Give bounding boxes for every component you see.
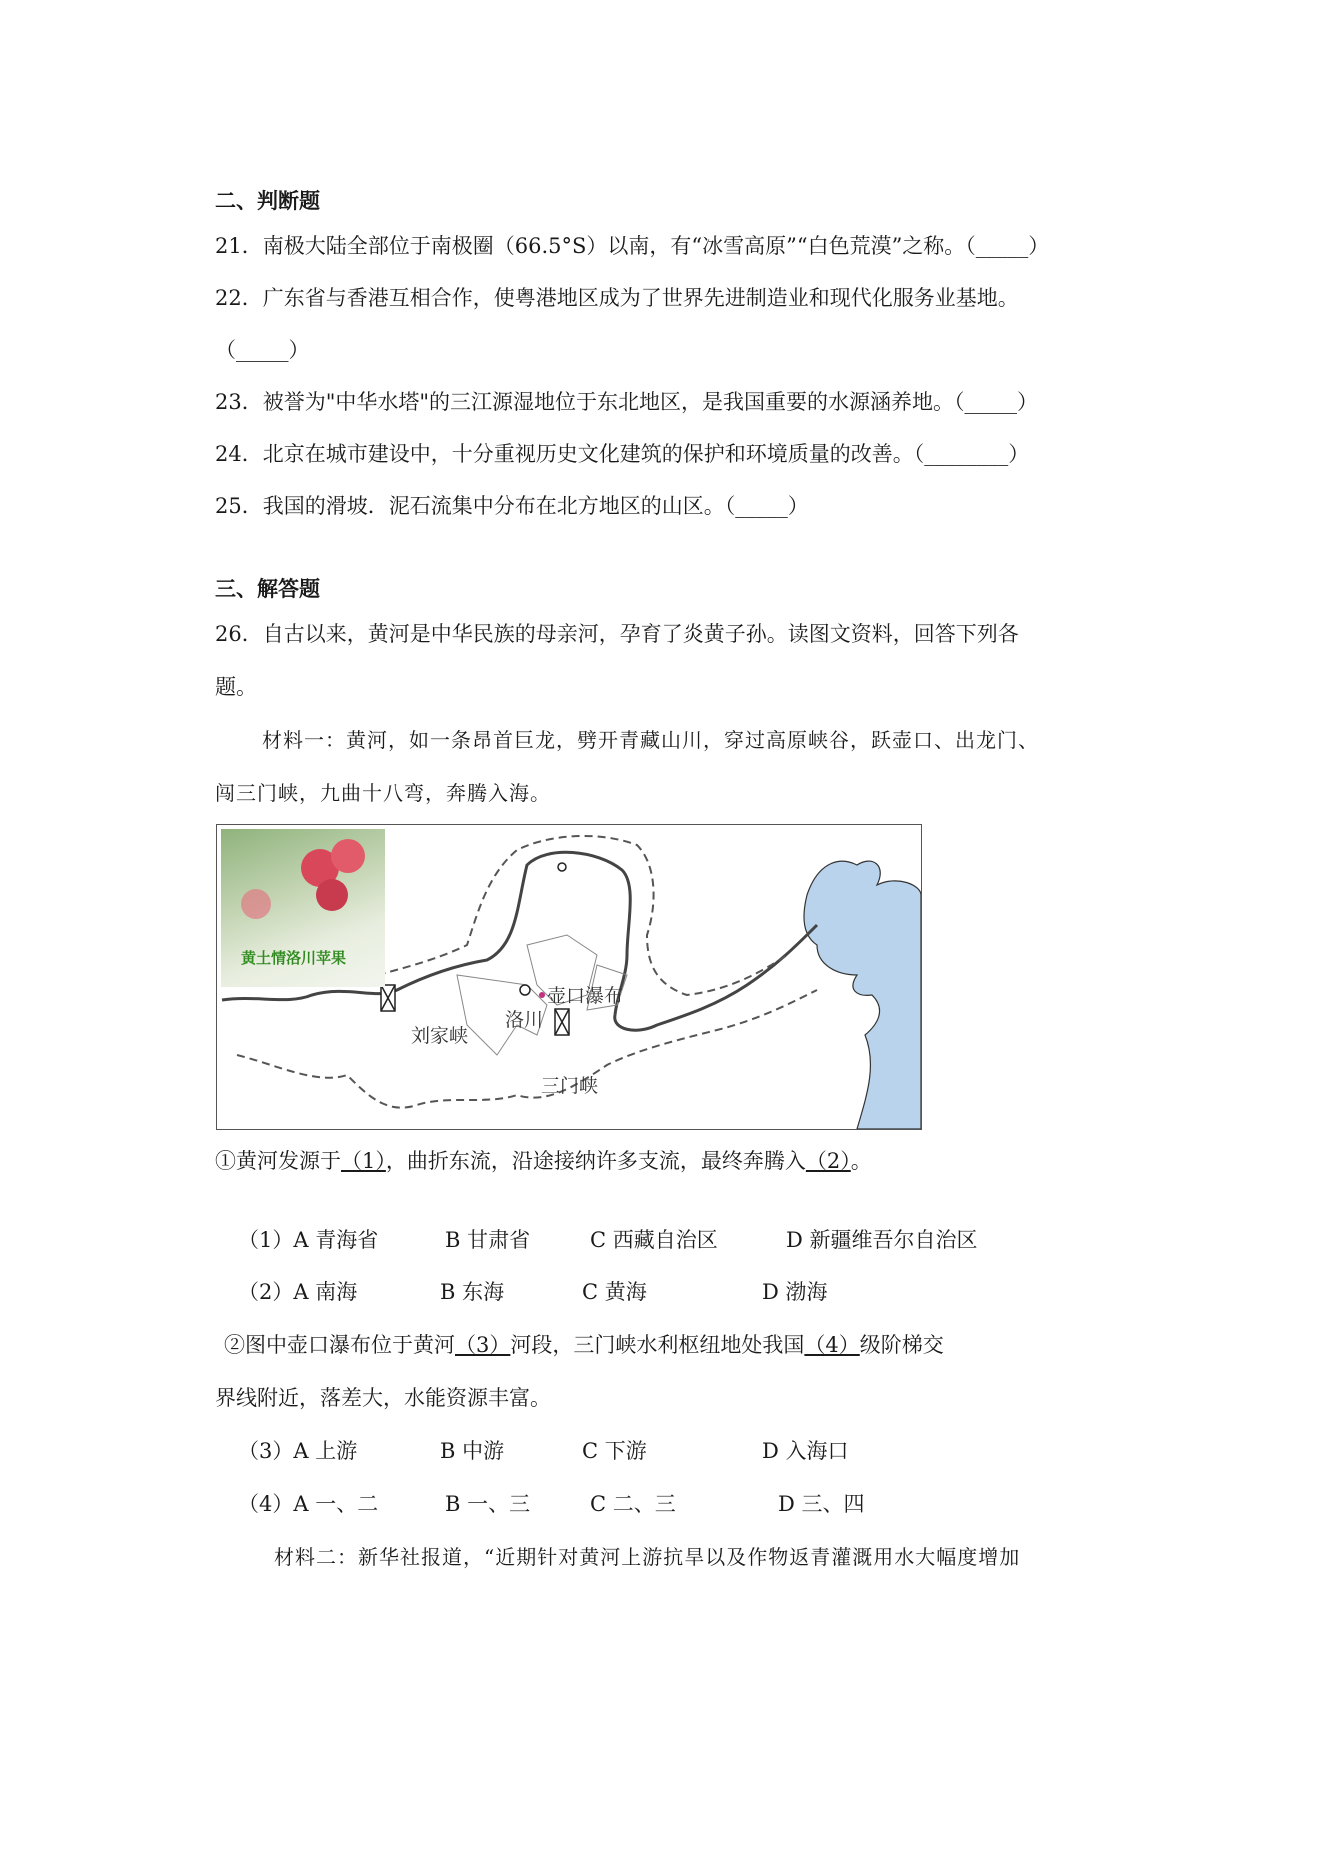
sub-question-2-stem <box>224 1330 944 1360</box>
material-1-cont: 闯三门峡，九曲十八弯，奔腾入海。 <box>215 781 551 805</box>
option-a: A 南海 <box>293 1280 358 1304</box>
label-sanmenxia: 三门峡 <box>541 1075 599 1097</box>
option-b: B 东海 <box>440 1280 505 1304</box>
option-label: （1） <box>238 1228 294 1252</box>
answer-blank-2: （2） <box>805 1149 851 1173</box>
stem-text: ②图中壶口瀑布位于黄河 <box>224 1333 455 1357</box>
section-2-title: 二、判断题 <box>215 188 320 213</box>
option-d: D 入海口 <box>762 1439 849 1463</box>
stem-text: ①黄河发源于 <box>215 1149 341 1173</box>
material-1: 材料一：黄河，如一条昂首巨龙，劈开青藏山川，穿过高原峡谷，跃壶口、出龙门、 <box>262 728 1039 752</box>
section-3-title: 三、解答题 <box>215 576 320 601</box>
question-22: 22．广东省与香港互相合作，使粤港地区成为了世界先进制造业和现代化服务业基地。 <box>215 286 1019 310</box>
label-luochuan: 洛川 <box>505 1009 544 1031</box>
options-4-label <box>238 1489 378 1519</box>
option-a: A 上游 <box>293 1439 358 1463</box>
options-2-label <box>238 1277 357 1307</box>
question-21: 21．南极大陆全部位于南极圈（66.5°S）以南，有“冰雪高原”“白色荒漠”之称。（_____） <box>215 234 1050 258</box>
question-22-blank: （_____） <box>215 338 310 362</box>
yellow-river-map <box>216 824 922 1130</box>
option-a: A 青海省 <box>293 1228 379 1252</box>
option-d: D 新疆维吾尔自治区 <box>786 1228 978 1252</box>
option-label: （2） <box>238 1280 294 1304</box>
question-26: 26．自古以来，黄河是中华民族的母亲河，孕育了炎黄子孙。读图文资料，回答下列各 <box>215 622 1019 646</box>
sub-question-1-stem <box>215 1146 872 1176</box>
answer-blank-1: （1） <box>341 1149 386 1173</box>
photo-caption: 黄土情洛川苹果 <box>241 949 347 967</box>
stem-text: 河段，三门峡水利枢纽地处我国 <box>510 1333 805 1357</box>
option-b: B 中游 <box>440 1439 505 1463</box>
apple-photo <box>221 829 385 987</box>
option-d: D 渤海 <box>762 1280 828 1304</box>
option-b: B 一、三 <box>445 1492 531 1516</box>
answer-blank-3: （3） <box>455 1333 511 1357</box>
sub-question-2-stem-cont: 界线附近，落差大，水能资源丰富。 <box>215 1386 551 1410</box>
question-24: 24．北京在城市建设中，十分重视历史文化建筑的保护和环境质量的改善。（________） <box>215 442 1030 466</box>
option-c: C 黄海 <box>582 1280 647 1304</box>
stem-text: ，曲折东流，沿途接纳许多支流，最终奔腾入 <box>385 1149 806 1173</box>
question-23: 23．被誉为"中华水塔"的三江源湿地位于东北地区，是我国重要的水源涵养地。（_____） <box>215 390 1039 414</box>
option-d: D 三、四 <box>778 1492 865 1516</box>
options-3-label <box>238 1436 357 1466</box>
stem-text: 级阶梯交 <box>859 1333 944 1357</box>
option-b: B 甘肃省 <box>445 1228 531 1252</box>
material-2: 材料二：新华社报道，“近期针对黄河上游抗旱以及作物返青灌溉用水大幅度增加 <box>274 1545 1021 1569</box>
option-a: A 一、二 <box>293 1492 379 1516</box>
option-label: （4） <box>238 1492 294 1516</box>
answer-blank-4: （4） <box>804 1333 860 1357</box>
option-c: C 下游 <box>582 1439 647 1463</box>
question-26-cont: 题。 <box>215 675 257 699</box>
option-c: C 西藏自治区 <box>590 1228 718 1252</box>
stem-text: 。 <box>850 1149 872 1173</box>
option-label: （3） <box>238 1439 294 1463</box>
label-hukou-waterfall: 壶口瀑布 <box>547 985 624 1007</box>
label-liujiaxia: 刘家峡 <box>411 1025 469 1047</box>
option-c: C 二、三 <box>590 1492 676 1516</box>
question-25: 25．我国的滑坡．泥石流集中分布在北方地区的山区。（_____） <box>215 494 809 518</box>
options-1-label <box>238 1225 378 1255</box>
